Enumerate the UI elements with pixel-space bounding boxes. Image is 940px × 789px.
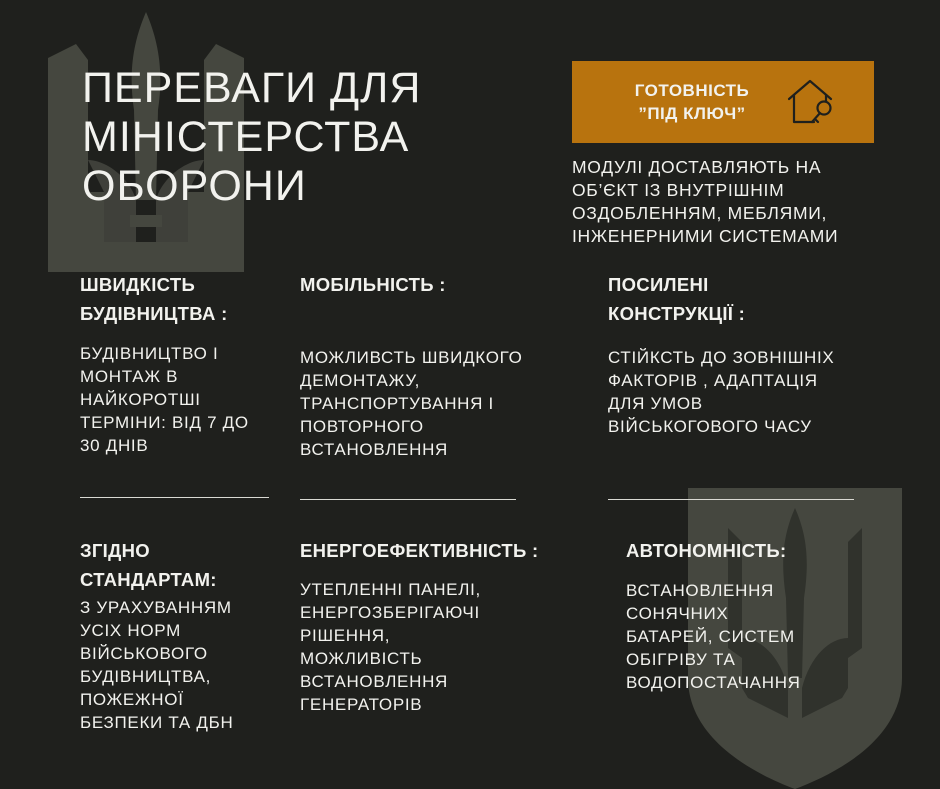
feature-block <box>80 536 280 594</box>
feature-heading: АВТОНОМНІСТЬ: <box>626 540 787 561</box>
feature-heading: ЗГІДНО СТАНДАРТАМ: <box>80 540 217 590</box>
divider <box>608 499 854 500</box>
feature-heading: МОБІЛЬНІСТЬ : <box>300 274 446 295</box>
feature-block <box>300 536 600 565</box>
feature-text: З УРАХУВАННЯМ УСІХ НОРМ ВІЙСЬКОВОГО БУДІВНИЦТВА, ПОЖЕЖНОЇ БЕЗПЕКИ ТА ДБН <box>80 598 234 732</box>
feature-text: СТІЙКСТЬ ДО ЗОВНІШНІХ ФАКТОРІВ , АДАПТАЦІЯ ДЛЯ УМОВ ВІЙСЬКОГОВОГО ЧАСУ <box>608 348 835 436</box>
divider <box>80 497 269 498</box>
feature-text: МОЖЛИВСТЬ ШВИДКОГО ДЕМОНТАЖУ, ТРАНСПОРТУВАННЯ І ПОВТОРНОГО ВСТАНОВЛЕННЯ <box>300 348 523 459</box>
divider <box>300 499 516 500</box>
turnkey-badge <box>572 61 874 143</box>
feature-heading: ШВИДКІСТЬ БУДІВНИЦТВА : <box>80 274 228 324</box>
turnkey-badge-label: ГОТОВНІСТЬ ”ПІД КЛЮЧ” <box>634 81 750 123</box>
house-key-icon <box>784 77 840 127</box>
feature-block <box>300 270 560 299</box>
page-title: ПЕРЕВАГИ ДЛЯ МІНІСТЕРСТВА ОБОРОНИ <box>82 64 422 210</box>
feature-text: ВСТАНОВЛЕННЯ СОНЯЧНИХ БАТАРЕЙ, СИСТЕМ ОБІГРІВУ ТА ВОДОПОСТАЧАННЯ <box>626 581 801 692</box>
turnkey-description: МОДУЛІ ДОСТАВЛЯЮТЬ НА ОБ’ЄКТ ІЗ ВНУТРІШНІМ ОЗДОБЛЕННЯМ, МЕБЛЯМИ, ІНЖЕНЕРНИМИ СИСТЕМАМИ <box>572 157 839 246</box>
feature-heading: ЕНЕРГОЕФЕКТИВНІСТЬ : <box>300 540 539 561</box>
feature-block <box>80 270 280 328</box>
feature-block <box>626 536 866 565</box>
feature-text: УТЕПЛЕННІ ПАНЕЛІ, ЕНЕРГОЗБЕРІГАЮЧІ РІШЕННЯ, МОЖЛИВІСТЬ ВСТАНОВЛЕННЯ ГЕНЕРАТОРІВ <box>300 580 481 714</box>
feature-heading: ПОСИЛЕНІ КОНСТРУКЦІЇ : <box>608 274 746 324</box>
feature-text: БУДІВНИЦТВО І МОНТАЖ В НАЙКОРОТШІ ТЕРМІНИ: ВІД 7 ДО 30 ДНІВ <box>80 344 249 455</box>
feature-block <box>608 270 848 328</box>
